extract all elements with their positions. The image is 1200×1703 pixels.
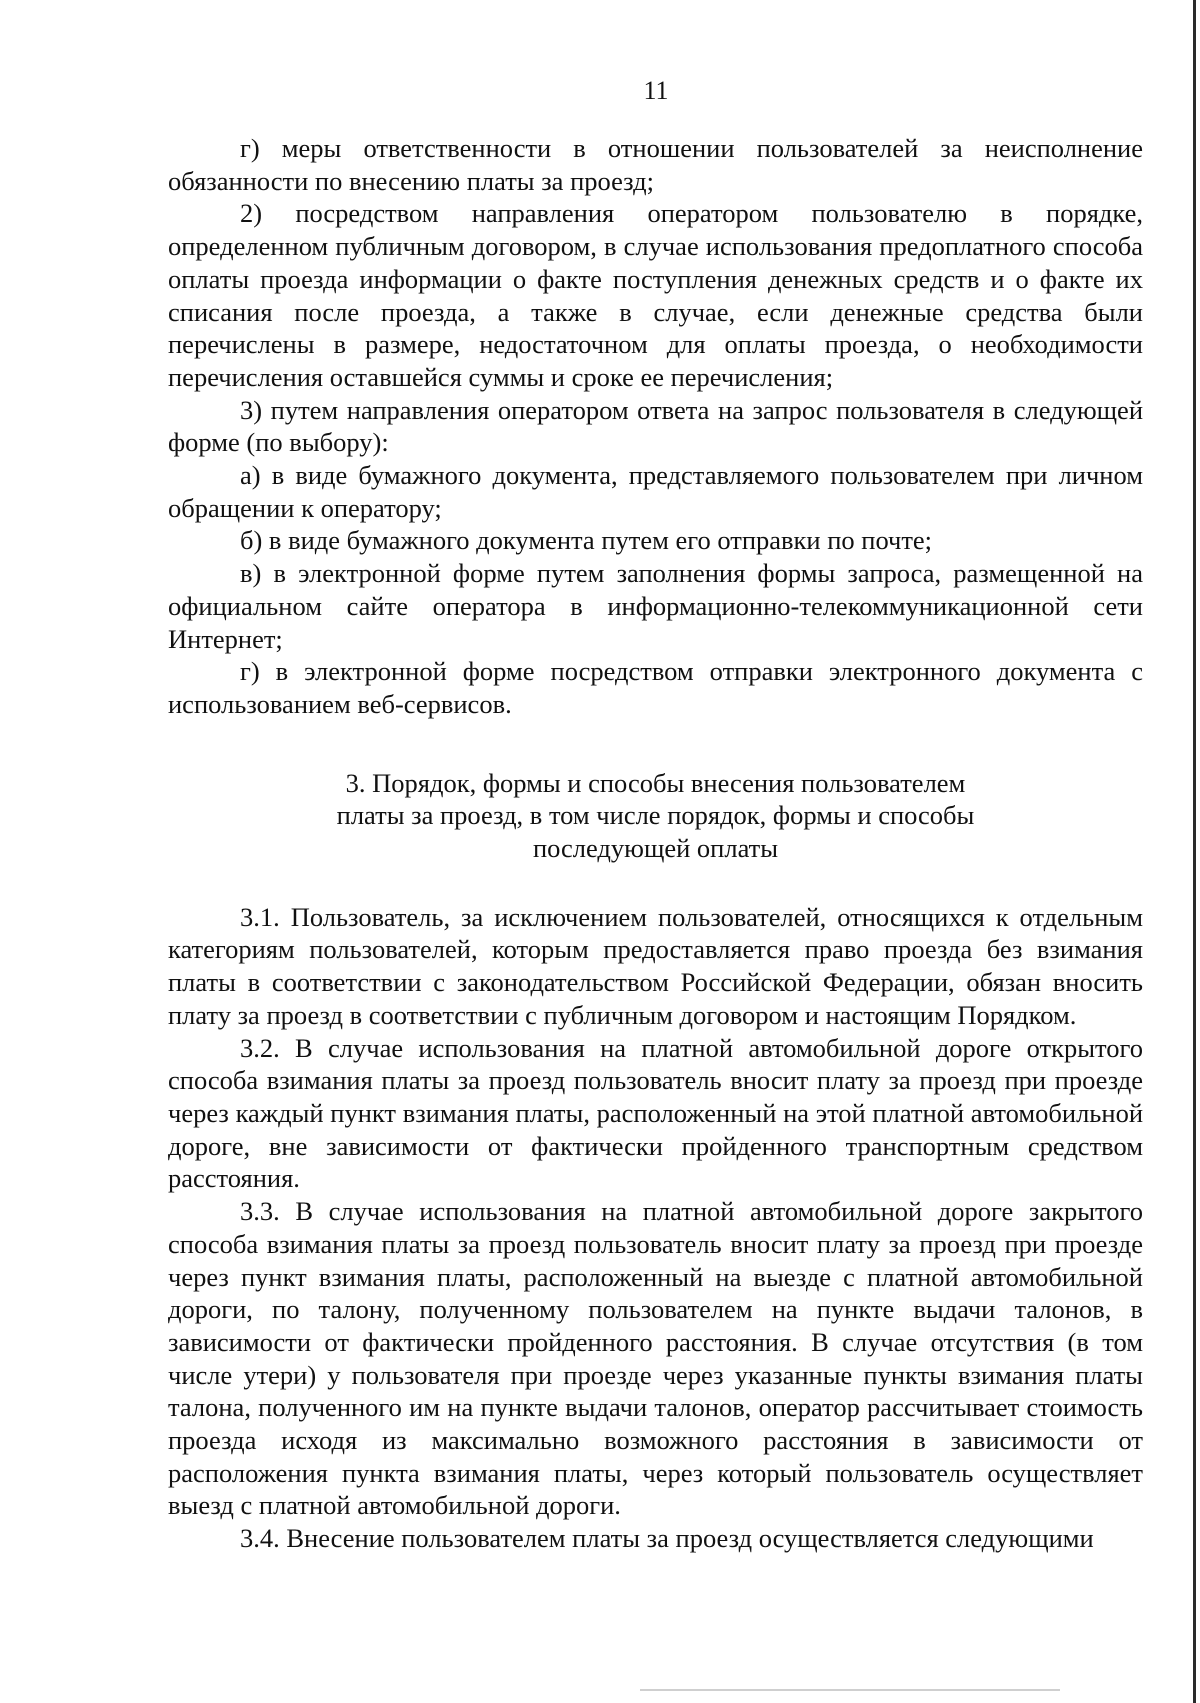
heading-line-3: последующей оплаты xyxy=(532,833,779,864)
scan-edge-right xyxy=(1193,0,1196,1703)
paragraph-item-b-paper-by-mail: б) в виде бумажного документа путем его отправки по почте; xyxy=(240,525,933,556)
paragraph-item-g-web-services: г) в электронной форме посредством отправки электронного документа с использованием веб-сервисов. xyxy=(168,656,1143,719)
paragraph-3-3: 3.3. В случае использования на платной автомобильной дороге закрытого способа взимания платы за проезд пользователь вносит плату за проезд при проезде через пункт взимания платы, расположенный на выезде с платной автомобильной дороги, по талону, полученному пользователем на пункте выдачи талонов, в зависимости от фактически пройденного расстояния. В случае отсутствия (в том числе утери) у пользователя при проезде через указанные пункты взимания платы талона, полученного им на пункте выдачи талонов, оператор рассчитывает стоимость проезда исходя из максимально возможного расстояния в зависимости от расположения пункта взимания платы, через который пользователь осуществляет выезд с платной автомобильной дороги. xyxy=(168,1196,1143,1521)
paragraph-3-4: 3.4. Внесение пользователем платы за проезд осуществляется следующими xyxy=(240,1523,1094,1554)
paragraph-3-2: 3.2. В случае использования на платной автомобильной дороге открытого способа взимания платы за проезд пользователь вносит плату за проезд при проезде через каждый пункт взимания платы, расположенный на этой платной автомобильной дороге, вне зависимости от фактически пройденного транспортным средством расстояния. xyxy=(168,1032,1143,1194)
page-number: 11 xyxy=(643,76,669,105)
heading-line-2: платы за проезд, в том числе порядок, формы и способы xyxy=(336,800,975,831)
document-body xyxy=(168,132,1143,1555)
paragraph-item-3-request-response: 3) путем направления оператором ответа на запрос пользователя в следующей форме (по выбору): xyxy=(168,394,1143,458)
paragraph-item-v-electronic-form: в) в электронной форме путем заполнения формы запроса, размещенной на официальном сайте оператора в информационно-телекоммуникационной сети Интернет; xyxy=(168,558,1143,654)
scan-edge-bottom xyxy=(640,1689,1060,1691)
section-3-heading xyxy=(168,767,1143,865)
paragraph-item-g-responsibility: г) меры ответственности в отношении пользователей за неисполнение обязанности по внесению платы за проезд; xyxy=(168,133,1143,196)
paragraph-item-2-operator-notice: 2) посредством направления оператором пользователю в порядке, определенном публичным договором, в случае использования предоплатного способа оплаты проезда информации о факте поступления денежных средств и о факте их списания после проезда, а также в случае, если денежные средства были перечислены в размере, недостаточном для оплаты проезда, о необходимости перечисления оставшейся суммы и сроке ее перечисления; xyxy=(168,198,1143,392)
paragraph-3-1: 3.1. Пользователь, за исключением пользователей, относящихся к отдельным категориям пользователей, которым предоставляется право проезда без взимания платы в соответствии с законодательством Российской Федерации, обязан вносить плату за проезд в соответствии с публичным договором и настоящим Порядком. xyxy=(168,901,1143,1030)
heading-line-1: 3. Порядок, формы и способы внесения пользователем xyxy=(345,767,966,798)
paragraph-item-a-paper-in-person: а) в виде бумажного документа, представляемого пользователем при личном обращении к оператору; xyxy=(168,460,1143,523)
